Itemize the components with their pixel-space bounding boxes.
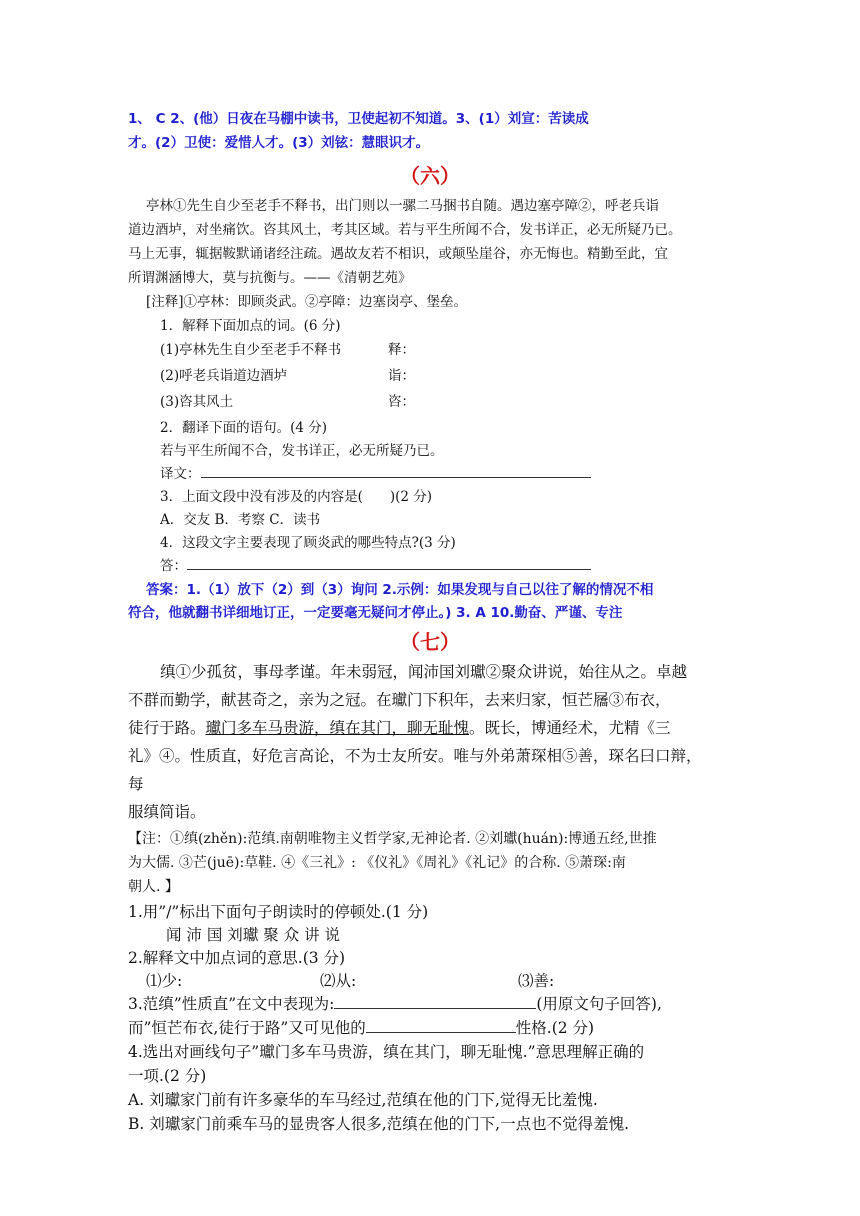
section7-passage-line4: 礼》④。性质直，好危言高论，不为士友所安。唯与外弟萧琛相⑤善，琛名曰口辩， <box>128 747 702 765</box>
section7-passage-line5: 每 <box>128 775 144 793</box>
section7-q1-sentence: 闻 沛 国 刘瓛 聚 众 讲 说 <box>166 926 340 944</box>
section6-heading: （六） <box>400 164 460 188</box>
q3-text: (用原文句子回答), <box>536 995 662 1013</box>
section7-question2: 2.解释文中加点词的意思.(3 分) <box>128 949 346 967</box>
section7-question3-line2 <box>128 1016 594 1038</box>
section6-passage-line4: 所谓渊涵博大，莫与抗衡与。——《清朝艺苑》 <box>128 270 412 286</box>
section6-q1-item3: (3)咨其风土 <box>160 394 234 410</box>
section6-question3: 3．上面文段中没有涉及的内容是( )(2 分) <box>160 489 433 505</box>
section7-question4-line2: 一项.(2 分) <box>128 1067 207 1085</box>
section7-question3-line1 <box>128 992 662 1014</box>
section6-passage-line2: 道边酒垆，对坐痛饮。咨其风土，考其区域。若与平生所闻不合，发书详正，必无所疑乃已。 <box>128 222 682 238</box>
section7-question4-line1: 4.选出对画线句子”瓛门多车马贵游，缜在其门，聊无耻愧.”意思理解正确的 <box>128 1043 645 1061</box>
section6-q2-answer-line <box>160 462 591 482</box>
section6-q4-answer-line <box>160 554 591 574</box>
answer-blank[interactable] <box>187 556 591 571</box>
section6-question4: 4．这段文字主要表现了顾炎武的哪些特点?(3 分) <box>160 535 456 551</box>
section6-answer-line1: 答案：1.（1）放下（2）到（3）询问 2.示例：如果发现与自己以往了解的情况不相 <box>146 582 654 598</box>
section6-q3-options: A．交友 B．考察 C．读书 <box>160 512 321 528</box>
q3-text: 而”恒芒布衣,徒行于路”又可见他的 <box>128 1019 366 1037</box>
section6-q1-item1: (1)亭林先生自少至老手不释书 <box>160 342 342 358</box>
passage-text: 。既长，博通经术，尤精《三 <box>469 719 671 737</box>
section6-question1: 1．解释下面加点的词。(6 分) <box>160 318 341 334</box>
section6-note: [注释]①亭林：即顾炎武。②亭障：边塞岗亭、堡垒。 <box>146 294 468 310</box>
section6-q1-item1-label: 释： <box>388 342 415 358</box>
section6-q2-answer-label: 译文： <box>160 466 201 482</box>
section7-option-a: A. 刘瓛家门前有许多豪华的车马经过,范缜在他的门下,觉得无比羞愧. <box>128 1091 598 1109</box>
section6-q1-item3-label: 咨： <box>388 394 415 410</box>
section6-answer-line2: 符合，他就翻书详细地订正，一定要毫无疑问才停止。) 3. A 10.勤奋、严谨、专注 <box>128 605 623 621</box>
section5-answer-line2: 才。(2）卫使：爱惜人才。(3）刘铉：慧眼识才。 <box>128 135 430 151</box>
underlined-sentence: 瓛门多车马贵游，缜在其门，聊无耻愧 <box>205 719 470 737</box>
section7-note-line2: 为大儒. ③芒(juē):草鞋. ④《三礼》: 《仪礼》《周礼》《礼记》的合称. ⑤萧琛:南 <box>128 855 626 871</box>
section6-passage-line1: 亭林①先生自少至老手不释书，出门则以一骡二马捆书自随。遇边塞亭障②，呼老兵诣 <box>146 198 659 214</box>
section6-q4-answer-label: 答： <box>160 558 187 574</box>
passage-text: 徒行于路。 <box>128 719 206 737</box>
section6-passage-line3: 马上无事，辄据鞍默诵诸经注疏。遇故友若不相识，或颠坠崖谷，亦无悔也。精勤至此，宜 <box>128 246 668 262</box>
section6-q1-item2: (2)呼老兵诣道边酒垆 <box>160 368 288 384</box>
section7-question1: 1.用”/”标出下面句子朗读时的停顿处.(1 分) <box>128 903 429 921</box>
section6-q1-item2-label: 诣： <box>388 368 415 384</box>
q3-text: 3.范缜”性质直”在文中表现为: <box>128 995 335 1013</box>
q3-blank-1[interactable] <box>334 993 536 1010</box>
section7-passage-line2: 不群而勤学，献甚奇之，亲为之冠。在瓛门下积年，去来归家，恒芒屩③布衣， <box>128 691 671 709</box>
section6-q2-sentence: 若与平生所闻不合，发书详正，必无所疑乃已。 <box>160 443 444 459</box>
q3-text: 性格.(2 分) <box>515 1019 595 1037</box>
section5-answer-line1: 1、 C 2、(他）日夜在马棚中读书，卫使起初不知道。3、(1）刘宣：苦读成 <box>128 111 589 127</box>
section7-q2-item2: ⑵从: <box>320 972 357 990</box>
section7-passage-line1: 缜①少孤贫，事母孝谨。年未弱冠，闻沛国刘瓛②聚众讲说，始往从之。卓越 <box>160 663 688 681</box>
section7-passage-line6: 服缜简诣。 <box>128 803 206 821</box>
section7-note-line3: 朝人. 】 <box>128 879 179 895</box>
section7-heading: （七） <box>400 630 460 654</box>
section7-q2-item1: ⑴少: <box>146 972 183 990</box>
section7-passage-line3 <box>128 716 671 738</box>
translation-blank[interactable] <box>201 464 591 479</box>
q3-blank-2[interactable] <box>366 1017 516 1034</box>
section7-note-line1: 【注：①缜(zhěn):范缜.南朝唯物主义哲学家,无神论者. ②刘瓛(huán):博通五经,世推 <box>128 831 657 847</box>
section6-question2: 2．翻译下面的语句。(4 分) <box>160 420 328 436</box>
section7-option-b: B. 刘瓛家门前乘车马的显贵客人很多,范缜在他的门下,一点也不觉得羞愧. <box>128 1115 630 1133</box>
section7-q2-item3: ⑶善: <box>518 972 555 990</box>
